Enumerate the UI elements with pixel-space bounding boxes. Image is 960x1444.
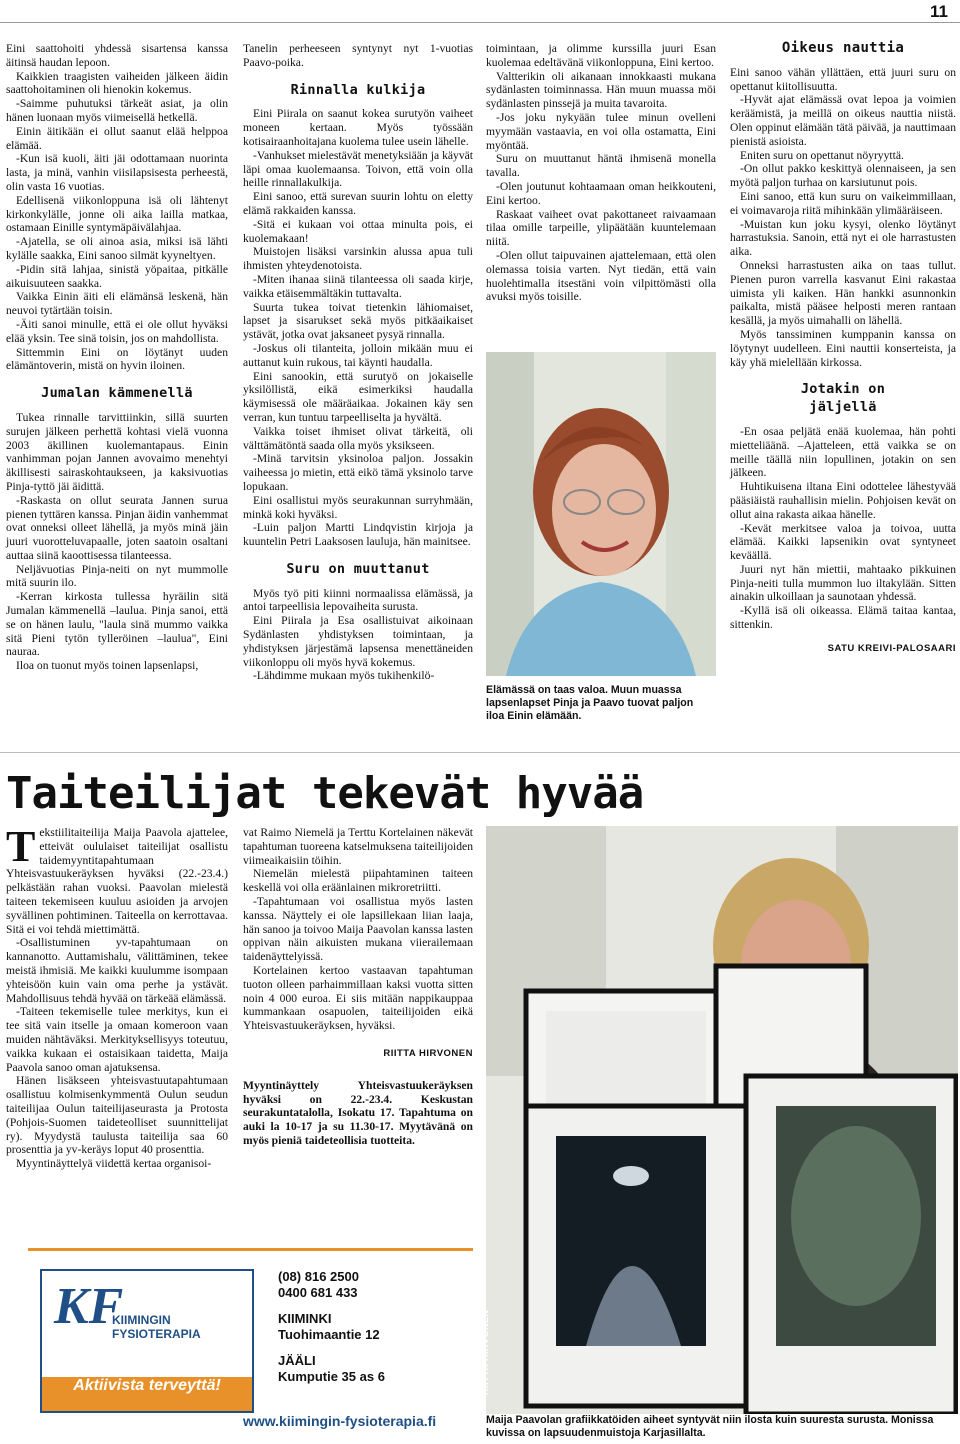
paragraph: -En osaa peljätä enää kuolemaa, hän pohti mietteliäänä. –Ajatteleen, että vaikka se on meille täällä niin lopullinen, jotakin on sen jälkeen.: [730, 424, 956, 480]
subhead-jumalan-kammenella: Jumalan kämmenellä: [41, 385, 193, 402]
top-rule: [0, 22, 960, 23]
column-4: [730, 42, 956, 656]
photo-credit: RIITTA HIRVONEN: [480, 1309, 490, 1395]
paragraph: Myyntinäyttelyä viidettä kertaa organisoi-: [16, 1157, 212, 1171]
paragraph: Sittemmin Eini on löytänyt uuden elämäntoverin, mistä on hyvin iloinen.: [6, 345, 228, 373]
paragraph: -Raskasta on ollut seurata Jannen surua pienen tyttären kanssa. Pinjan äidin vanhemmat ovat onneksi olleet lähellä, ja myös minä jäin juuri vuorotteluvapaalle, joten saatoin osaltani auttaa siinä kaoottisessa tilanteessa.: [6, 493, 228, 562]
column-2-paragraphs-3: [243, 587, 473, 684]
lead-text: ekstiilitaiteilija Maija Paavola ajattelee, etteivät oululaiset taiteilijat osallistu taidemyyntitapahtumaan Yhteisvastuukeräyksen hyväksi (22.-23.4.) pelkästään rahan vuoksi. Paavolan mielestä taiteen tekemiseen kuuluu asioiden ja arvojen syvällinen pohtiminen. Taiteella on kerrottavaa. Sitä ei voi tehdä miettimättä.: [6, 826, 228, 936]
paragraph: -Kerran kirkosta tullessa hyräilin sitä Jumalan kämmenellä –laulua. Pinja sanoi, että se on hänen laulu, "laula sinä mummo vaikka sitä Pieni tytön tylleröinen –laulua", Eini nauraa.: [6, 590, 228, 659]
ad-phone-1: (08) 816 2500: [278, 1269, 359, 1284]
column-2: [243, 42, 473, 683]
subhead-jotakin-on-line1: Jotakin on: [800, 381, 886, 398]
paragraph: -Miten ihanaa siinä tilanteessa oli saada kirje, vaikka etäisemmältäkin tuttavalta.: [243, 272, 473, 300]
paragraph: Suru on muuttanut häntä ihmisenä monella tavalla.: [486, 152, 716, 180]
article-2-paragraphs: [6, 936, 228, 1171]
column-4-paragraphs: [730, 66, 956, 370]
section-separator: [0, 752, 960, 753]
event-info: Myyntinäyttely Yhteisvastuukeräyksen hyväksi on 22.-23.4. Keskustan seurakuntatalolla, Isokatu 17. Tapahtuma on auki la 10-17 ja su 11.30-17. Myytävänä on myös pieniä taideteollisia tuotteita.: [243, 1078, 473, 1147]
paragraph: Tanelin perheeseen syntynyt nyt 1-vuotias Paavo-poika.: [243, 42, 473, 69]
paragraph: -Olen joutunut kohtaamaan oman heikkouteni, Eini kertoo.: [486, 179, 716, 207]
paragraph: -Kun isä kuoli, äiti jäi odottamaan nuorinta lasta, ja minä, vanhin viisilapsisesta perheestä, olin vasta 16 vuotias.: [6, 152, 228, 193]
signature-riitta: RIITTA HIRVONEN: [383, 1047, 473, 1059]
ad-company-name: KIIMINGIN FYSIOTERAPIA: [112, 1313, 201, 1341]
paragraph: -Muistan kun joku kysyi, olenko löytänyt harrastuksia. Sanoin, että nyt ei ole harrastusten aika.: [730, 217, 956, 259]
ad-contact: [278, 1269, 385, 1385]
paragraph: -Minä tarvitsin yksinoloa paljon. Jossakin vaiheessa jo mietin, että eikö tämä yksinolo tarve lopukaan.: [243, 452, 473, 493]
paragraph: -Äiti sanoi minulle, että ei ole ollut hyväksi elää yksin. Tee sinä toisin, jos on mahdollista.: [6, 317, 228, 345]
paragraph: Vaikka toiset ihmiset olivat tärkeitä, oli välttämätöntä saada olla myös yksikseen.: [243, 424, 473, 452]
photo-2-caption: Maija Paavolan grafiikkatöiden aiheet syntyvät niin ilosta kuin suuresta surusta. Monissa kuvissa on lapsuudenmuistoja Karjasillalta.: [486, 1414, 934, 1439]
paragraph: Suurta tukea toivat tietenkin lähiomaiset, lapset ja sisarukset sekä myös pitkäaikaiset ystävät, jotka ovat jaksaneet pysyä rinnalla.: [243, 300, 473, 342]
article-2-paragraphs-2: [243, 826, 473, 1033]
paragraph: Eini sanoo, että surevan suurin lohtu on eletty elämä rakkaiden kanssa.: [243, 190, 473, 217]
column-4-paragraphs-2: [730, 425, 956, 632]
paragraph: Hänen lisäkseen yhteisvastuutapahtumaan osallistuu kolmisenkymmentä Oulun seudun taiteilijaa Oulun taiteilijaseurasta ja Protosta (Pohjois-Suomen taideteolliset suunnittelijat ry). Myydystä taulusta taiteilija saa 60 prosenttia ja yv-keräys loput 40 prosenttia.: [6, 1074, 228, 1157]
paragraph: vat Raimo Niemelä ja Terttu Kortelainen näkevät tapahtuman tuoreena katselmuksena taiteilijoiden viimeaikaisiin töihin.: [243, 826, 473, 867]
ad-location-1-address: Tuohimaantie 12: [278, 1327, 380, 1342]
photo-maija-paavola: [486, 826, 958, 1414]
column-2-paragraphs: [243, 42, 473, 70]
subhead-oikeus-nauttia: Oikeus nauttia: [781, 40, 905, 56]
column-2-paragraphs-2: [243, 107, 473, 549]
column-1: [6, 42, 228, 673]
article-2-headline: Taiteilijat tekevät hyvää: [6, 768, 644, 819]
paragraph: -Joskus oli tilanteita, jolloin mikään muu ei auttanut kuin rukous, tai käynti haudalla.: [243, 341, 473, 369]
paragraph: Niemelän mielestä piipahtaminen taiteen keskellä voi olla eräänlainen mikroretriitti.: [243, 867, 473, 895]
ad-location-2-title: JÄÄLI: [278, 1353, 316, 1368]
signature-satu: SATU KREIVI-PALOSAARI: [827, 642, 956, 654]
paragraph: -Kevät merkitsee valoa ja toivoa, uutta elämää. Kaikki lapsenikin ovat syntyneet keväällä.: [730, 521, 956, 563]
paragraph: Muistojen lisäksi varsinkin alussa apua tuli ihmisten yhteydenotoista.: [243, 245, 473, 273]
column-3-paragraphs: [486, 42, 716, 304]
paragraph: -Luin paljon Martti Lindqvistin kirjoja ja kuuntelin Petri Laaksosen lauluja, hän mainitsee.: [243, 521, 473, 549]
paragraph: Onneksi harrastusten aika on taas tullut. Pienen puron varrella kasvanut Eini rakastaa uimista yli kaiken. Hän hankki asunnonkin paikalta, mistä pääsee helposti meren rantaan kesällä, ja myös uimahalli on lähellä.: [730, 258, 956, 328]
article-2-column-1: [6, 822, 228, 1171]
advertisement: [28, 1248, 473, 1441]
paragraph: Myös työ piti kiinni normaalissa elämässä, ja antoi tarpeellisia lepovaiheita surusta.: [243, 586, 473, 614]
paragraph: Kaikkien traagisten vaiheiden jälkeen äidin saattohoitaminen oli hienokin kokemus.: [6, 69, 228, 97]
paragraph: Eini sanookin, että surutyö on jokaiselle yksilöllistä, eikä esimerkiksi haudalla käymisessä ole määräaikaa. Jokainen käy sen verran, kun tuntuu tarpeelliselta ja hyvältä.: [243, 369, 473, 424]
paragraph: -Ajatella, se oli ainoa asia, miksi isä lähti kylälle saakka, Eini sanoo silmät kyyneltyen.: [6, 235, 228, 262]
paragraph: -Vanhukset mielestävät menetyksiään ja käyvät läpi omaa kuolemaansa. Toivon, että voin olla heille rinnallakulkija.: [243, 148, 473, 190]
ad-location-2-address: Kumputie 35 as 6: [278, 1369, 385, 1384]
paragraph: -Hyvät ajat elämässä ovat lepoa ja voimien keräämistä, ja meillä on oikeus nauttia niistä. Olen oppinut elämään tätä päivää, ja nauttimaan pienistä asioista.: [730, 93, 956, 148]
paragraph: Huhtikuisena iltana Eini odottelee lähestyvää pääsiäistä rauhallisin mielin. Pohjoisen kevät on ollut aina rakasta aikaa hänelle.: [730, 480, 956, 521]
ad-logo-box: [40, 1269, 254, 1413]
paragraph: Eini sanoo vähän yllättäen, että juuri suru on opettanut kiitollisuutta.: [730, 65, 956, 93]
paragraph: Iloa on tuonut myös toinen lapsenlapsi,: [16, 659, 199, 673]
subhead-rinnalla-kulkija: Rinnalla kulkija: [290, 81, 426, 98]
paragraph: Vaikka Einin äiti eli elämänsä leskenä, hän neuvoi tytärtään toisin.: [6, 290, 228, 318]
paragraph: -Pidin sitä lahjaa, sinistä yöpaitaa, pitkälle aikuisuuteen saakka.: [6, 262, 228, 290]
paragraph: -Olen ollut taipuvainen ajattelemaan, että olen olemassa toisia varten. Nyt tiedän, että vain huolehtimalla itsestäni voin vilpittömästi olla avuksi myös toisille.: [486, 248, 716, 304]
paragraph: Raskaat vaiheet ovat pakottaneet raivaamaan tilaa omille tarpeille, ylipäätään kuuntelemaan niitä.: [486, 207, 716, 249]
paragraph: Einin äitikään ei ollut saanut elää helppoa elämää.: [6, 124, 228, 152]
paragraph: Eini Piirala ja Esa osallistuivat aikoinaan Sydänlasten yhdistyksen toimintaan, ja yhdistyksen järjestämä lapsensa menettäneiden viikonloppu oli myös hyvä kokemus.: [243, 614, 473, 669]
paragraph: Juuri nyt hän miettii, mahtaako pikkuinen Pinja-neiti tulla mummon luo iltakylään. Sitten ainakin ulkoillaan ja saunotaan yhdessä.: [730, 562, 956, 604]
paragraph: -Lähdimme mukaan myös tukihenkilö-: [253, 669, 435, 683]
paragraph: -Saimme puhutuksi tärkeät asiat, ja olin hänen luonaan myös viimeisellä hetkellä.: [6, 97, 228, 124]
paragraph: Myös tanssiminen kumppanin kanssa on löytynyt uudelleen. Eini nauttii konserteista, ja käy yhä mielellään kirkossa.: [730, 327, 956, 369]
paragraph: Eini saattohoiti yhdessä sisartensa kanssa äitinsä haudan lepoon.: [6, 42, 228, 69]
paragraph: toimintaan, ja olimme kurssilla juuri Esan kuolemaa edeltävänä viikonloppuna, Eini kertoo.: [486, 42, 716, 69]
paragraph: Valtterikin oli aikanaan innokkaasti mukana sydänlasten toiminnassa. Hän muun muassa möi sydänlasten pinssejä ja muita tavaroita.: [486, 69, 716, 111]
subhead-jotakin-on-line2: jäljellä: [809, 399, 877, 416]
photo-1-caption: Elämässä on taas valoa. Muun muassa lapsenlapset Pinja ja Paavo tuovat paljon iloa Einin elämään.: [486, 684, 694, 722]
paragraph: Tukea rinnalle tarvittiinkin, sillä suurten surujen jälkeen perhettä kohtasi vielä vuonna 2003 äkillinen kuolemantapaus. Einin vanhimman pojan Jannen avovaimo menehtyi äkillisesti sairaskohtaukseen, ja kaksivuotias Pinja-tyttö jäi äidittä.: [6, 410, 228, 493]
paragraph: Eini osallistui myös seurakunnan surryhmään, minkä koki hyväksi.: [243, 493, 473, 521]
paragraph: Eini Piirala on saanut kokea surutyön vaiheet moneen kertaan. Myös työssään kotisairaanhoitajana kuolema tulee usein lähelle.: [243, 107, 473, 148]
photo-eini-portrait: [486, 352, 716, 676]
paragraph: -Tapahtumaan voi osallistua myös lasten kanssa. Näyttely ei ole lapsillekaan liian laaja, hän sanoo ja toivoo Maija Paavolan kanssa lasten oppivan näin aikuisten mukana viierailemaan taidenäyttelyissä.: [243, 894, 473, 964]
column-1-paragraphs-2: [6, 411, 228, 673]
column-3: [486, 42, 716, 304]
paragraph: Kortelainen kertoo vastaavan tapahtuman tuoton olleen parhaimmillaan kaksi vuotta sitten noin 4 000 euroa. Ei siis mitään nappikauppaa kummankaan osapuolen, taiteilijoiden eikä Yhteisvastuukeräyksen, hyväksi.: [243, 963, 473, 1033]
subhead-suru-on-muuttanut: Suru on muuttanut: [286, 560, 430, 577]
paragraph: -Sitä ei kukaan voi ottaa minulta pois, ei kuolemakaan!: [243, 217, 473, 245]
paragraph: Neljävuotias Pinja-neiti on nyt mummolle mitä suurin ilo.: [6, 562, 228, 590]
paragraph: Eniten suru on opettanut nöyryyttä.: [740, 148, 904, 162]
ad-slogan: Aktiivista terveyttä!: [42, 1377, 252, 1411]
paragraph: -Jos joku nykyään tulee minun ovelleni myymään vastaavia, en voi olla ostamatta, Eini myöntää.: [486, 110, 716, 152]
paragraph: Eini sanoo, että kun suru on vaikeimmillaan, ei voimavaroja riitä mihinkään ylimääräiseen.: [730, 189, 956, 217]
paragraph: -On ollut pakko keskittyä olennaiseen, ja sen myötä paljon turhaa on karsiutunut pois.: [730, 162, 956, 190]
ad-location-1-title: KIIMINKI: [278, 1311, 332, 1326]
ad-logo-letters: KF: [54, 1278, 124, 1335]
ad-phone-2: 0400 681 433: [278, 1285, 358, 1300]
paragraph: -Taiteen tekemiselle tulee merkitys, kun ei tee sitä vain itselle ja omaan komeroon vaan muiden nähtäväksi. Merkityksellisyys toteutuu, vaikka kukaan ei ostaisikaan taidetta, Maija Paavola sanoo oman ajatuksensa.: [6, 1005, 228, 1074]
dropcap: T: [6, 822, 36, 871]
article-2-column-2: [243, 826, 473, 1148]
ad-website[interactable]: www.kiimingin-fysioterapia.fi: [243, 1413, 437, 1429]
page-number: 11: [930, 2, 948, 21]
column-1-paragraphs: [6, 42, 228, 373]
paragraph: Edellisenä viikonloppuna isä oli lähtenyt kirkonkylälle, jonne oli aika lailla matkaa, ostamaan Einille syntymäpäivälahjaa.: [6, 193, 228, 235]
article-2-lead: [6, 822, 228, 936]
paragraph: -Osallistuminen yv-tapahtumaan on kannanotto. Auttamishalu, välittäminen, tekee meistä ihmisiä. Me kaikki kuulumme isompaan yhteisöön kuin vain oma perhe ja ystävät. Mahdollisuus tehdä hyvää on tärkeää elämässä.: [6, 936, 228, 1005]
paragraph: -Kyllä isä oli oikeassa. Elämä taitaa kantaa, sittenkin.: [730, 604, 956, 632]
